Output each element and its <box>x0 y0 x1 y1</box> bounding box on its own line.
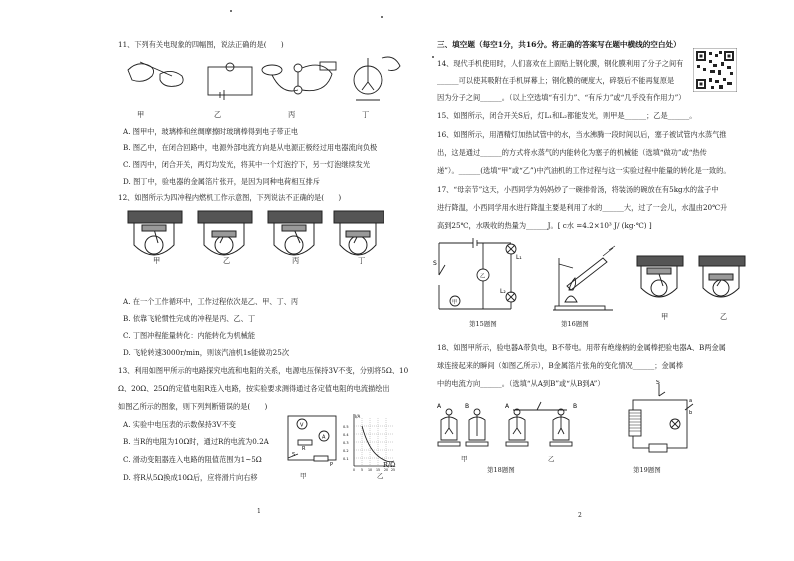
fig18-label-a: A <box>505 403 510 410</box>
fig19-circuit <box>623 380 703 462</box>
fig19-label-a: a <box>689 398 693 404</box>
q13-graph-ytick: 0.3 <box>343 441 349 445</box>
fig15-caption: 第15题图 <box>469 320 497 328</box>
q13-graph-ytick: 0.2 <box>343 449 349 453</box>
q13-stem-line-1: 13、利用如图甲所示的电路探究电流和电阻的关系，电源电压保持3V不变，分别将5Ω、10 <box>118 366 409 375</box>
q12-fig-label-bing: 丙 <box>292 256 300 265</box>
q11-stem: 11、下列有关电现象的四幅图，说法正确的是( ) <box>118 40 284 49</box>
fig16-test-tube-apparatus <box>543 238 623 316</box>
fig16-engine-figures <box>633 252 751 312</box>
section-heading-fill-in: 三、填空题（每空1分，共16分。将正确的答案写在题中横线的空白处） <box>437 40 681 49</box>
fig15-label-L1: L₁ <box>516 254 522 261</box>
q13-stem-line-3: 如图乙所示的图象，则下列判断错误的是( ) <box>118 402 268 411</box>
fig19-label-b: b <box>689 410 693 416</box>
q13-graph-xlabel: R/Ω <box>383 461 396 469</box>
q13-option-d: D. 将R从5Ω换成10Ω后，应将滑片向右移 <box>123 473 258 482</box>
fig18-label-b: B <box>465 403 470 410</box>
q12-option-a: A. 在一个工作循环中，工作过程依次是乙、甲、丁、丙 <box>123 297 299 306</box>
q13-stem-line-2: Ω、20Ω、25Ω的定值电阻R连入电路，按实验要求测得通过各定值电阻的电流描绘出 <box>118 384 390 393</box>
q17-line-2: 进行降温，小西同学用水进行降温主要是利用了水的______大，过了一会儿，水温由20℃升 <box>437 203 728 212</box>
q13-option-a: A. 实验中电压表的示数保持3V不变 <box>123 420 236 429</box>
q13-graph-xtick: 10 <box>368 468 373 472</box>
q12-fig-label-jia: 甲 <box>153 256 161 265</box>
q13-graph-xtick: 15 <box>376 468 381 472</box>
q11-option-c: C. 图丙中，闭合开关，两灯均发光，将其中一个灯泡拧下，另一灯泡继续发光 <box>123 160 371 169</box>
q11-option-d: D. 图丁中，验电器的金属箔片张开，是因为同种电荷相互排斥 <box>123 177 320 186</box>
svg-text:P: P <box>330 462 334 468</box>
q14-line-3: 因为分子之间______。（以上空选填“有引力”、“有斥力”或“几乎没有作用力”） <box>437 93 686 102</box>
q17-line-3: 高到25℃，水吸收的热量为______J。[ c水 =4.2×10³ J/ (kg·℃) ] <box>437 221 652 230</box>
q17-line-1: 17、“母亲节”这天，小西同学为妈妈炒了一碗排骨汤，将装汤的碗放在有5kg水的盆子中 <box>437 185 719 194</box>
fig16-caption: 第16题图 <box>561 320 589 328</box>
page-number-left: 1 <box>257 508 261 515</box>
fig18-label-b: B <box>573 403 578 410</box>
q13-option-b: B. 当R的电阻为10Ω时，通过R的电流为0.2A <box>123 437 269 446</box>
svg-text:S: S <box>292 452 296 458</box>
q13-graph-xtick: 25 <box>391 468 396 472</box>
fig19-caption: 第19题图 <box>633 466 661 474</box>
fig18-label-a: A <box>437 403 442 410</box>
q12-option-b: B. 依靠飞轮惯性完成的冲程是丙、乙、丁 <box>123 314 256 323</box>
q13-fig-label-yi: 乙 <box>377 472 384 480</box>
q13-graph-ytick: 0.4 <box>343 433 349 437</box>
q16-line-3: 递”）。______(选填“甲”或“乙”)中汽油机的工作过程与这一实验过程中能量的转化是一致的。 <box>437 166 731 175</box>
svg-text:V: V <box>300 422 304 429</box>
q12-engine-figures <box>124 205 384 267</box>
fig15-label-jia: 甲 <box>452 299 458 306</box>
q11-option-b: B. 图乙中，在闭合回路中，电源外部电流方向是从电源正极经过用电器流向负极 <box>123 143 378 152</box>
q11-fig-label-yi: 乙 <box>214 110 222 119</box>
fig18-label-jia: 甲 <box>461 455 468 463</box>
q13-graph-ylabel: I/A <box>355 414 361 419</box>
q13-graph-xtick: 0 <box>353 468 356 472</box>
fig18-electroscopes <box>435 398 585 458</box>
q13-graph-xtick: 20 <box>384 468 389 472</box>
fig16-label-jia: 甲 <box>661 312 669 321</box>
fig15-label-yi: 乙 <box>480 273 486 280</box>
q16-line-2: 出，这是通过______的方式将水蒸气的内能转化为塞子的机械能（选填“做功”或“热传 <box>437 148 707 157</box>
fig18-label-yi: 乙 <box>548 455 555 463</box>
q13-fig-label-jia: 甲 <box>300 472 307 480</box>
q18-line-2: 球连接起来的瞬间（如图乙所示），B金属箔片张角的变化情况______；金属棒 <box>437 361 684 370</box>
q13-graph-ytick: 0.1 <box>343 457 349 461</box>
scan-speck <box>381 16 383 18</box>
q13-graph-xtick: 5 <box>361 468 364 472</box>
q11-fig-label-jia: 甲 <box>137 110 145 119</box>
q11-option-a: A. 图甲中，玻璃棒和丝绸摩擦时玻璃棒得到电子带正电 <box>123 127 299 136</box>
fig15-circuit <box>433 235 525 317</box>
q12-fig-label-yi: 乙 <box>223 256 231 265</box>
q11-fig-label-ding: 丁 <box>362 110 370 119</box>
q15-line-1: 15、如图所示，闭合开关S后，灯L₁和L₂都能发光，则甲是______；乙是______。 <box>437 111 697 120</box>
q13-graph-ytick: 0.5 <box>343 425 349 429</box>
scan-speck <box>432 56 434 58</box>
q12-option-d: D. 飞轮转速3000r/min，则该汽油机1s能做功25次 <box>123 348 290 357</box>
q12-fig-label-ding: 丁 <box>358 256 366 265</box>
page-number-right: 2 <box>578 512 582 519</box>
fig16-label-yi: 乙 <box>720 312 728 321</box>
fig18-caption: 第18题图 <box>487 466 515 474</box>
right-column <box>397 0 794 561</box>
svg-text:A: A <box>322 434 326 441</box>
scan-speck <box>230 10 232 12</box>
svg-text:R: R <box>302 446 306 452</box>
q13-circuit-diagram <box>284 410 344 470</box>
q18-line-1: 18、如图甲所示，验电器A带负电，B不带电。用带有绝缘柄的金属棒把验电器A、B两金属 <box>437 343 726 352</box>
q16-line-1: 16、如图所示，用酒精灯加热试管中的水，当水沸腾一段时间以后，塞子被试管内水蒸气推 <box>437 130 727 139</box>
q12-option-c: C. 丁图冲程能量转化：内能转化为机械能 <box>123 331 256 340</box>
fig15-label-L2: L₂ <box>500 288 506 295</box>
qr-code-image <box>693 48 737 92</box>
fig19-label-S: S <box>656 380 660 386</box>
q18-line-3: 中的电流方向______。（选填“从A到B”或“从B到A”） <box>437 379 605 388</box>
fig15-label-S: S <box>433 260 437 267</box>
q11-fig-label-bing: 丙 <box>288 110 296 119</box>
q14-line-2: ______可以使其吸附在手机屏幕上；钢化膜的硬度大，碎裂后不能再复原是 <box>437 76 675 85</box>
q12-stem: 12、如图所示为四冲程内燃机工作示意图，下列说法不正确的是( ) <box>118 193 342 202</box>
q13-option-c: C. 滑动变阻器连入电路的阻值范围为1~5Ω <box>123 455 262 464</box>
q14-line-1: 14、现代手机使用时，人们喜欢在上面贴上钢化膜，钢化膜利用了分子之间有 <box>437 59 684 68</box>
